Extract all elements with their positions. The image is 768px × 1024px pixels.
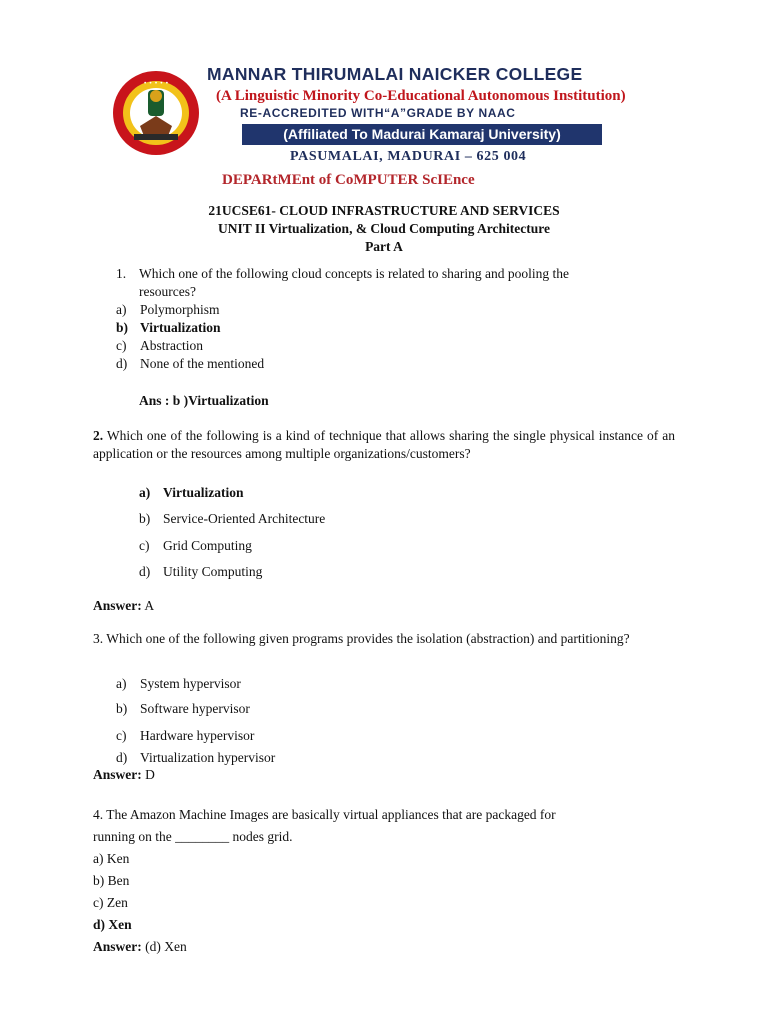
q1-text-line1: Which one of the following cloud concepts is related to sharing and pooling the — [139, 266, 570, 281]
q3-option — [116, 727, 254, 745]
q4-answer — [93, 938, 187, 956]
q1-option — [116, 355, 264, 373]
q3-answer — [93, 766, 155, 784]
option-label: d) — [116, 356, 128, 371]
answer-label: Answer: — [93, 939, 142, 954]
q2-option — [139, 510, 325, 528]
q1-text-line2: resources? — [139, 284, 196, 299]
option-text: Utility Computing — [163, 564, 263, 579]
q2-option — [139, 563, 262, 581]
q1-option — [116, 337, 203, 355]
q4-option: c) Zen — [93, 895, 128, 910]
q2-option-correct — [139, 484, 244, 502]
option-text: Software hypervisor — [140, 701, 250, 716]
option-text: Abstraction — [140, 338, 203, 353]
option-label: a) — [116, 302, 127, 317]
college-address: PASUMALAI, MADURAI – 625 004 — [290, 149, 527, 164]
option-text: System hypervisor — [140, 676, 241, 691]
q2-question — [93, 427, 675, 463]
q2-text: Which one of the following is a kind of technique that allows sharing the single physical instance of an application or the resources among multiple organizations/customers? — [93, 428, 675, 461]
q2-answer — [93, 597, 154, 615]
option-text: Service-Oriented Architecture — [163, 511, 326, 526]
department-name: DEPARtMEnt of CoMPUTER ScIEnce — [222, 172, 475, 188]
accreditation-line: RE-ACCREDITED WITH“A”GRADE BY NAAC — [240, 106, 516, 120]
q1-option-correct — [116, 319, 221, 337]
option-label: b) — [139, 511, 151, 526]
answer-value: A — [144, 598, 155, 613]
option-label: d) — [116, 750, 128, 765]
option-label: b) — [116, 320, 129, 335]
q2-option — [139, 537, 252, 555]
q4-text-line1: 4. The Amazon Machine Images are basically virtual appliances that are packaged for — [93, 807, 556, 822]
q4-text-line2: running on the ________ nodes grid. — [93, 829, 293, 844]
course-title: 21UCSE61- CLOUD INFRASTRUCTURE AND SERVICES — [208, 203, 560, 218]
q3-text: 3. Which one of the following given programs provides the isolation (abstraction) and partitioning? — [93, 631, 630, 646]
option-label: a) — [139, 485, 151, 500]
option-label: d) — [139, 564, 151, 579]
option-label: c) — [116, 338, 127, 353]
answer-value: (d) Xen — [145, 939, 187, 954]
option-text: Hardware hypervisor — [140, 728, 255, 743]
part-title: Part A — [365, 239, 403, 254]
answer-label: Answer: — [93, 767, 142, 782]
q4-option-correct: d) Xen — [93, 917, 132, 932]
unit-title: UNIT II Virtualization, & Cloud Computing Architecture — [218, 221, 550, 236]
q3-option — [116, 700, 250, 718]
option-text: Grid Computing — [163, 538, 252, 553]
q4-option: b) Ben — [93, 873, 130, 888]
svg-text:• • • • •: • • • • • — [143, 80, 169, 87]
institution-type: (A Linguistic Minority Co-Educational Autonomous Institution) — [216, 88, 626, 104]
option-label: a) — [116, 676, 127, 691]
affiliation-banner: (Affiliated To Madurai Kamaraj University) — [242, 124, 602, 145]
option-text: Virtualization hypervisor — [140, 750, 276, 765]
option-label: b) — [116, 701, 128, 716]
option-text: None of the mentioned — [140, 356, 265, 371]
q4-option: a) Ken — [93, 851, 130, 866]
q3-option — [116, 675, 241, 693]
option-text: Virtualization — [140, 320, 221, 335]
option-text: Polymorphism — [140, 302, 220, 317]
q1-option — [116, 301, 220, 319]
q3-option — [116, 749, 275, 767]
college-logo — [112, 70, 200, 156]
answer-label: Answer: — [93, 598, 142, 613]
answer-value: D — [145, 767, 155, 782]
option-label: c) — [139, 538, 150, 553]
q2-number: 2. — [93, 428, 104, 443]
q1-number: 1. — [116, 266, 127, 281]
q1-answer: Ans : b )Virtualization — [139, 393, 269, 408]
option-label: c) — [116, 728, 127, 743]
option-text: Virtualization — [163, 485, 244, 500]
college-name: MANNAR THIRUMALAI NAICKER COLLEGE — [207, 64, 583, 84]
